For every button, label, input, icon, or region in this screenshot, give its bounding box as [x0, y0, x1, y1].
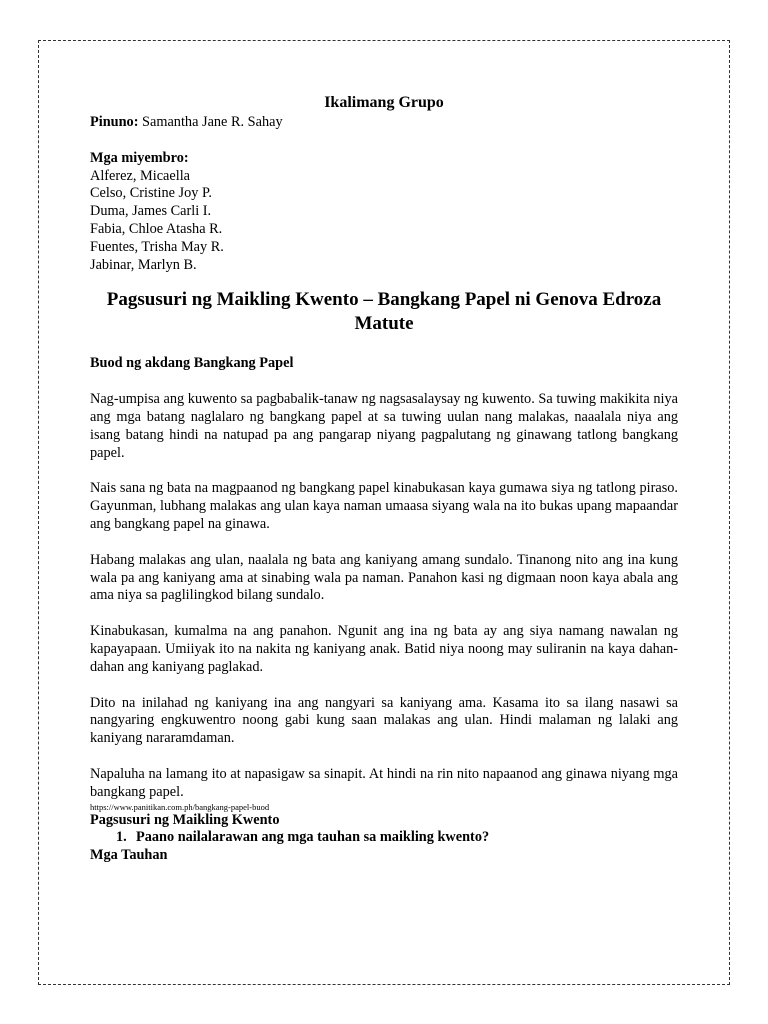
document-page — [90, 92, 678, 865]
main-title: Pagsusuri ng Maikling Kwento – Bangkang Papel ni Genova Edroza Matute — [106, 289, 662, 335]
question-text: Paano nailalarawan ang mga tauhan sa maikling kwento? — [136, 829, 490, 846]
summary-paragraph: Nag-umpisa ang kuwento sa pagbabalik-tanaw ng nagsasalaysay ng kuwento. Sa tuwing makikita niya ang mga batang naglalaro ng bangkang papel at sa tuwing uulan nang malakas, naaalala niya ang isang batang hindi na natupad pa ang pangarap niyang pagpalutang ng ginawang tatlong bangkang papel. — [90, 391, 678, 461]
leader-line — [90, 114, 678, 132]
summary-paragraph: Napaluha na lamang ito at napasigaw sa sinapit. At hindi na rin nito napaanod ang ginawa niyang mga bangkang papel. — [90, 765, 678, 800]
member-item: Jabinar, Marlyn B. — [90, 256, 197, 273]
member-item: Fabia, Chloe Atasha R. — [90, 220, 223, 237]
summary-paragraph: Habang malakas ang ulan, naalala ng bata ang kaniyang amang sundalo. Tinanong nito ang ina kung wala pa ang kaniyang ama at sinabing wala pa naman. Panahon kasi ng digmaan noon kaya abala ang ama niya sa paglilingkod bilang sundalo. — [90, 551, 678, 604]
member-item: Celso, Cristine Joy P. — [90, 185, 212, 202]
members-label: Mga miyembro: — [90, 149, 189, 166]
summary-paragraph: Kinabukasan, kumalma na ang panahon. Ngunit ang ina ng bata ay ang siya namang nawalan ng kapayapaan. Umiiyak ito na nakita ng kaniyang anak. Batid niya noong may suliranin na kaya dahan-dahan ang kaniyang paglakad. — [90, 623, 678, 675]
question-list — [90, 829, 678, 847]
characters-label: Mga Tauhan — [90, 847, 168, 864]
source-link[interactable]: https://www.panitikan.com.ph/bangkang-papel-buod — [90, 801, 270, 812]
member-item: Alferez, Micaella — [90, 167, 191, 184]
member-item: Fuentes, Trisha May R. — [90, 238, 224, 255]
summary-paragraph: Dito na inilahad ng kaniyang ina ang nangyari sa kaniyang ama. Kasama ito sa ilang nasawi sa nangyaring engkuwentro noong gabi kung saan malakas ang ulan. Hindi malaman ng lalaki ang kaniyang nararamdaman. — [90, 694, 678, 747]
summary-heading: Buod ng akdang Bangkang Papel — [90, 355, 294, 372]
group-title: Ikalimang Grupo — [324, 94, 444, 111]
analysis-heading: Pagsusuri ng Maikling Kwento — [90, 811, 280, 828]
leader-label: Pinuno: — [90, 114, 139, 130]
summary-paragraph: Nais sana ng bata na magpaanod ng bangkang papel kinabukasan kaya gumawa siya ng tatlong piraso. Gayunman, lubhang malakas ang ulan kaya naman umaasa siyang wala na ito bukas upang mapaandar ang bangkang papel na ginawa. — [90, 480, 678, 532]
member-item: Duma, James Carli I. — [90, 203, 212, 220]
question-number: 1. — [116, 829, 127, 846]
leader-name: Samantha Jane R. Sahay — [142, 114, 283, 130]
